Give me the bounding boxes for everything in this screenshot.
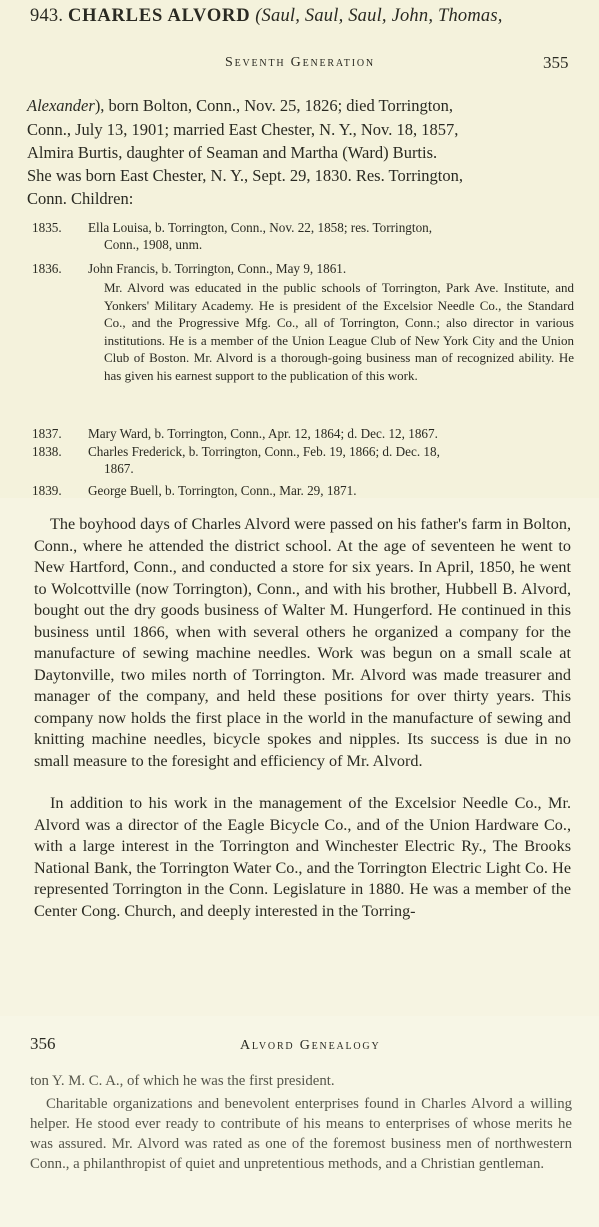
child-text: George Buell, b. Torrington, Conn., Mar. 29, 1871. bbox=[88, 483, 357, 498]
intro-line: She was born East Chester, N. Y., Sept. 29, 1830. Res. Torrington, bbox=[27, 166, 464, 185]
paragraph: The boyhood days of Charles Alvord were passed on his father's farm in Bolton, Conn., where he attended the district school. At the age of seventeen he went to New Hartford, Conn., and conducted a store for six years. In April, 1850, he went to Wolcottville (now Torrington), Conn., and with his brother, Hubbell B. Alvord, bought out the dry goods business of Walter M. Hungerford. He continued in this business until 1866, when with several others he organized a company for the manufacture of sewing machine needles. Work was begun on a small scale at Daytonville, two miles north of Torrington. Mr. Alvord was made treasurer and manager of the company, and held these positions for over thirty years. This company now holds the first place in the world in the manufacture of sewing and knitting machine needles, bicycle spokes and nipples. Its success is due in no small measure to the foresight and efficiency of Mr. Alvord. bbox=[34, 515, 571, 770]
intro-italic: Alexander bbox=[27, 96, 95, 115]
paragraph: Charitable organizations and benevolent enterprises found in Charles Alvord a willing helper. He stood ever ready to contribute of his means to enterprises of whose merits he was assured. Mr. Alvord was rated as one of the foremost business men of northwestern Conn., a philanthropist of quiet and unpretentious methods, and a Christian gentleman. bbox=[30, 1096, 572, 1172]
page-355-upper bbox=[0, 0, 599, 498]
child-number: 1839. bbox=[32, 483, 62, 498]
next-page-running-head: Alvord Genealogy bbox=[240, 1038, 381, 1053]
intro-line: Alexander), born Bolton, Conn., Nov. 25, 1826; died Torrington, bbox=[27, 96, 453, 115]
next-page-number: 356 bbox=[30, 1034, 56, 1053]
child-text: Conn., 1908, unm. bbox=[104, 237, 203, 252]
child-number: 1838. bbox=[32, 444, 62, 459]
intro-line: Conn. Children: bbox=[27, 189, 134, 208]
child-number: 1836. bbox=[32, 261, 62, 276]
child-text: John Francis, b. Torrington, Conn., May 9, 1861. bbox=[88, 261, 347, 276]
intro-line: Almira Burtis, daughter of Seaman and Martha (Ward) Burtis. bbox=[27, 143, 438, 162]
child-text: Charles Frederick, b. Torrington, Conn., Feb. 19, 1866; d. Dec. 18, bbox=[88, 444, 440, 459]
entry-heading bbox=[30, 6, 503, 27]
child-text: 1867. bbox=[104, 461, 134, 476]
child-text: Ella Louisa, b. Torrington, Conn., Nov. 22, 1858; res. Torrington, bbox=[88, 220, 433, 235]
intro-line: Conn., July 13, 1901; married East Chester, N. Y., Nov. 18, 1857, bbox=[27, 120, 459, 139]
entry-name: CHARLES ALVORD bbox=[68, 6, 251, 26]
child-text: Mary Ward, b. Torrington, Conn., Apr. 12, 1864; d. Dec. 12, 1867. bbox=[88, 426, 438, 441]
entry-number: 943. bbox=[30, 6, 64, 26]
continued-line: ton Y. M. C. A., of which he was the first president. bbox=[30, 1073, 335, 1089]
child-number: 1835. bbox=[32, 220, 62, 235]
page-number: 355 bbox=[543, 53, 569, 72]
paragraph: In addition to his work in the management of the Excelsior Needle Co., Mr. Alvord was a director of the Eagle Bicycle Co., and of the Union Hardware Co., with a large interest in the Torrington and Winchester Electric Ry., The Brooks National Bank, the Torrington Water Co., and the Torrington Electric Light Co. He represented Torrington in the Conn. Legislature in 1880. He was a member of the Center Cong. Church, and deeply interested in the Torring- bbox=[34, 794, 571, 920]
running-head-title: Seventh Generation bbox=[225, 55, 375, 70]
child-biography-note: Mr. Alvord was educated in the public schools of Torrington, Park Ave. Institute, and Yonkers' Military Academy. He is president of the Excelsior Needle Co., the Standard Co., and the Progressive Mfg. Co., all of Torrington, Conn.; also director in various institutions. He is a member of the Union League Club of New York City and the Union Club of Boston. Mr. Alvord is a thorough-going business man of recognized ability. He has given his earnest support to the publication of this work. bbox=[104, 280, 574, 383]
entry-ancestry: (Saul, Saul, Saul, John, Thomas, bbox=[255, 6, 503, 26]
child-number: 1837. bbox=[32, 426, 62, 441]
